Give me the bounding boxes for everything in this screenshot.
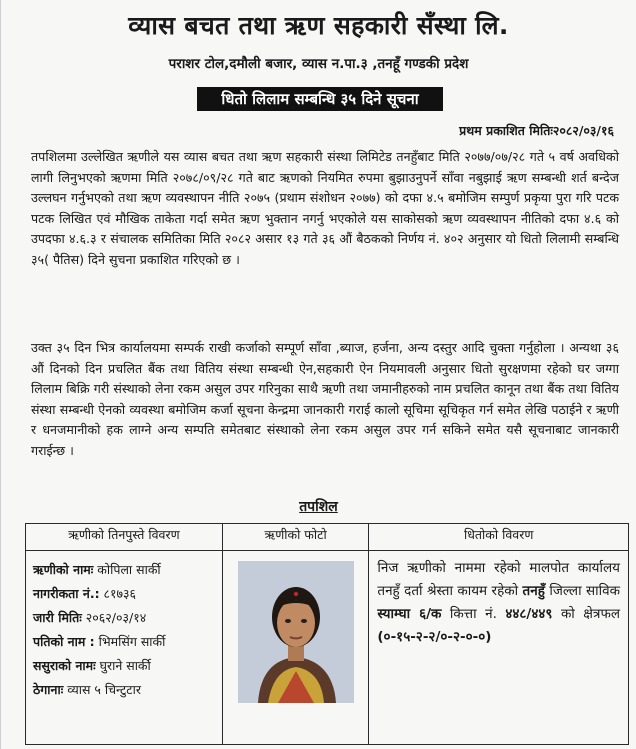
collateral-plot-numbers: ४४८/४४९ (505, 606, 553, 622)
collateral-text-4: को क्षेत्रफल (552, 606, 620, 622)
first-published-date: प्रथम प्रकाशित मितिः२०८२/०३/१६ (459, 123, 614, 138)
borrower-details-cell (26, 551, 223, 745)
field-value: भिमसिंग सार्की (94, 634, 166, 649)
field-label: नागरीकता नं.: (33, 586, 100, 601)
collateral-area: (०-१५-२-२/०-२-०-०) (377, 629, 492, 645)
citizenship-row (33, 582, 215, 606)
field-label: ठेगानाः (33, 682, 64, 697)
borrower-name-row (33, 558, 215, 582)
address-row (33, 678, 215, 702)
field-value: २०६२/०३/१४ (81, 610, 147, 625)
husband-name-row (33, 630, 215, 654)
field-value: व्यास ५ चिन्टुटार (63, 682, 141, 697)
field-label: ऋणीको नामः (33, 562, 94, 577)
field-value: ८१७३६ (99, 586, 137, 601)
table-row (26, 551, 629, 745)
field-label: जारी मितिः (33, 610, 82, 625)
borrower-photo (238, 561, 354, 703)
collateral-text-2: जिल्ला साविक (544, 583, 621, 599)
collateral-text-1: निज ऋणीको नाममा रहेको मालपोत कार्यालय तनहुँ दर्ता श्रेस्ता कायम रहेको (377, 560, 620, 599)
table-header-row (26, 524, 629, 551)
borrower-portrait-image (238, 561, 354, 703)
field-label: ससुराको नामः (33, 658, 96, 673)
collateral-text-3: कित्ता नं. (441, 606, 506, 622)
notice-title: धितो लिलाम सम्बन्धि ३५ दिने सूचना (197, 87, 443, 111)
organization-name: व्यास बचत तथा ऋण सहकारी सँस्था लि. (128, 11, 509, 40)
details-table (25, 523, 629, 745)
details-heading: तपशिल (299, 499, 338, 515)
collateral-details-cell (369, 551, 629, 745)
borrower-details-list (27, 552, 221, 708)
field-label: पतिको नाम : (33, 634, 95, 649)
field-value: कोपिला सार्की (93, 562, 161, 577)
col-header-collateral: धितोको विवरण (369, 524, 629, 551)
col-header-photo: ऋणीको फोटो (222, 524, 368, 551)
organization-address: पराशर टोल,दमौली बजार, व्यास न.पा.३ ,तनहूँ गण्डकी प्रदेश (168, 56, 469, 72)
notice-paragraph-2: उक्त ३५ दिन भित्र कार्यालयमा सम्पर्क राखी कर्जाको सम्पूर्ण साँवा ,ब्याज, हर्जना, अन्य दस्तुर आदि चुक्ता गर्नुहोला । अन्यथा ३६ औं दिनको दिन प्रचलित बैंक तथा वितिय संस्था सम्बन्धी ऐन,सहकारी ऐन नियमावली अनुसार धितो सुरक्षणमा रहेको घर जग्गा लिलाम बिक्रि गरी संस्थाको लेना रकम असुल उपर गरिनुका साथै ऋणी तथा जमानीहरुको नाम प्रचलित कानून तथा बैंक तथा वितिय संस्था सम्बन्धी ऐनको व्यवस्था बमोजिम कर्जा सूचना केन्द्रमा जानकारी गराई कालो सूचिमा सूचिकृत गर्न समेत लेखि पठाईने र ऋणी र धनजमानीको हक लाग्ने अन्य सम्पति समेतबाट संस्थाको लेना रकम असुल उपर गर्न सकिने समेत यसै सूचनाबाट जानकारी गराईन्छ । (31, 340, 619, 458)
field-value: घुराने सार्की (95, 658, 151, 673)
notice-paragraph-1: तपशिलमा उल्लेखित ऋणीले यस व्यास बचत तथा ऋण सहकारी संस्था लिमिटेड तनहुँबाट मिति २०७७/०७/२८ गते ५ वर्ष अवधिको लागी लिनुभएको ऋणमा मिति २०७८/०९/२८ गते बाट ऋणको नियमित रुपमा बुझाउनुपर्ने साँवा नबुझाई ऋण सम्बन्धी शर्त बन्देज उल्लघन गर्नुभएको तथा ऋण व्यवस्थापन नीति २०७५ (प्रथाम संशोधन २०७७) को दफा ४.५ बमोजिम सम्पुर्ण प्रकृया पुरा गरि पटक पटक लिखित एवं मौखिक ताकेता गर्दा समेत ऋण भुक्तान नगर्नु भएकोले यस साकोसको ऋण व्यवस्थापन नीतिको दफा ४.६ को उपदफा ४.६.३ र संचालक समितिका मिति २०८२ असार १३ गते ३६ औं बैठकको निर्णय नं. ४०२ अनुसार यो धितो लिलामी सम्बन्धि ३५( पैतिस) दिने सुचना प्रकाशित गरिएको छ । (31, 149, 619, 267)
collateral-district: तनहुँ (522, 583, 545, 599)
father-in-law-row (33, 654, 215, 678)
photo-cell (222, 551, 368, 745)
issue-date-row (33, 606, 215, 630)
col-header-borrower: ऋणीको तिनपुस्ते विवरण (26, 524, 223, 551)
collateral-ward: स्याम्घा ६/क (377, 606, 442, 622)
